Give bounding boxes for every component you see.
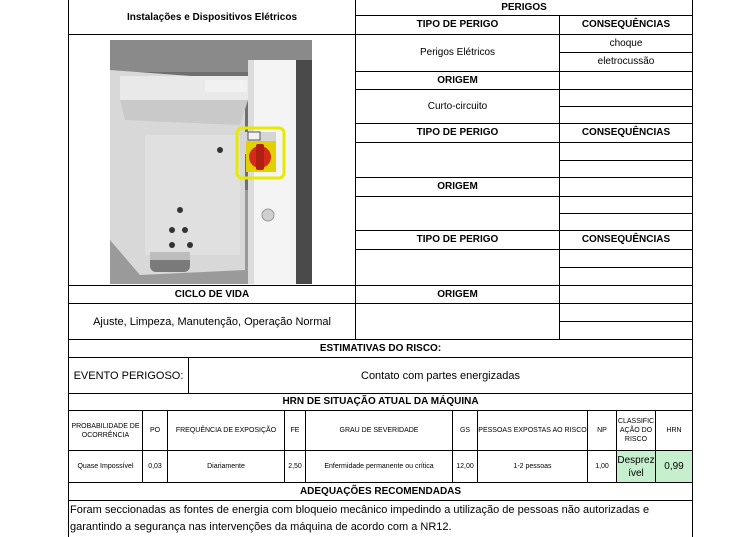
machine-image-icon [110, 40, 312, 284]
origem-label-3: ORIGEM [437, 288, 478, 300]
col-fe: FE [290, 427, 300, 434]
evento-perigoso-value: Contato com partes energizadas [361, 369, 520, 382]
evento-perigoso-label: EVENTO PERIGOSO: [73, 369, 184, 382]
col-gs: GS [459, 427, 471, 434]
col-probabilidade: PROBABILIDADE DE OCORRÊNCIA [71, 422, 140, 439]
panel-title: Instalações e Dispositivos Elétricos [126, 11, 298, 23]
adequacoes-line-2: garantindo a segurança nas intervenções da máquina de acordo com a NR12. [70, 521, 452, 533]
ciclo-de-vida-value: Ajuste, Limpeza, Manutenção, Operação Normal [93, 315, 331, 328]
col-np: NP [597, 427, 607, 434]
adequacoes-header: ADEQUAÇÕES RECOMENDADAS [299, 485, 462, 497]
col-frequencia: FREQUÊNCIA DE EXPOSIÇÃO [175, 427, 277, 434]
origem-value-3 [356, 304, 559, 339]
val-np: 1,00 [595, 463, 609, 470]
consequencias-label-1: CONSEQUÊNCIAS [581, 19, 671, 30]
col-pessoas-expostas: PESSOAS EXPOSTAS AO RISCO [478, 427, 587, 434]
val-hrn: 0,99 [664, 460, 684, 472]
tipo-de-perigo-value-1: Perigos Elétricos [419, 47, 496, 58]
col-grau-severidade: GRAU DE SEVERIDADE [339, 427, 419, 434]
adequacoes-text [70, 502, 690, 536]
adequacoes-line-1: Foram seccionadas as fontes de energia com bloqueio mecânico impedindo a utilização de pessoas não autorizadas e [70, 504, 650, 516]
tipo-de-perigo-value-3 [356, 250, 559, 285]
tipo-de-perigo-value-2 [356, 143, 559, 177]
tipo-de-perigo-label-3: TIPO DE PERIGO [416, 234, 499, 245]
estimativas-header: ESTIMATIVAS DO RISCO: [319, 342, 442, 354]
val-frequencia: Diariamente [207, 463, 245, 470]
consequencia-1b: eletrocussão [597, 56, 655, 67]
consequencias-label-2: CONSEQUÊNCIAS [581, 127, 671, 138]
val-fe: 2,50 [288, 463, 302, 470]
val-pessoas-expostas: 1-2 pessoas [513, 463, 552, 470]
perigos-header: PERIGOS [501, 1, 547, 13]
col-po: PO [149, 427, 161, 434]
machine-photo [110, 40, 312, 284]
val-po: 0,03 [148, 463, 162, 470]
tipo-de-perigo-label-2: TIPO DE PERIGO [416, 127, 499, 138]
col-hrn: HRN [666, 427, 682, 434]
val-classificacao: Desprezível [617, 454, 655, 479]
origem-label-1: ORIGEM [437, 74, 478, 86]
origem-value-1: Curto-circuito [427, 100, 488, 112]
val-gs: 12,00 [456, 463, 474, 470]
ciclo-de-vida-label: CICLO DE VIDA [174, 288, 250, 300]
tipo-de-perigo-label-1: TIPO DE PERIGO [416, 19, 499, 30]
col-classificacao: CLASSIFICAÇÃO DO RISCO [617, 418, 655, 443]
hrn-header: HRN DE SITUAÇÃO ATUAL DA MÁQUINA [282, 396, 479, 407]
val-probabilidade: Quase Impossível [77, 463, 134, 470]
consequencias-label-3: CONSEQUÊNCIAS [581, 234, 671, 245]
origem-value-2 [356, 197, 559, 230]
consequencia-1a: choque [609, 37, 643, 49]
val-grau-severidade: Enfermidade permanente ou crítica [324, 463, 434, 470]
origem-label-2: ORIGEM [437, 181, 478, 192]
